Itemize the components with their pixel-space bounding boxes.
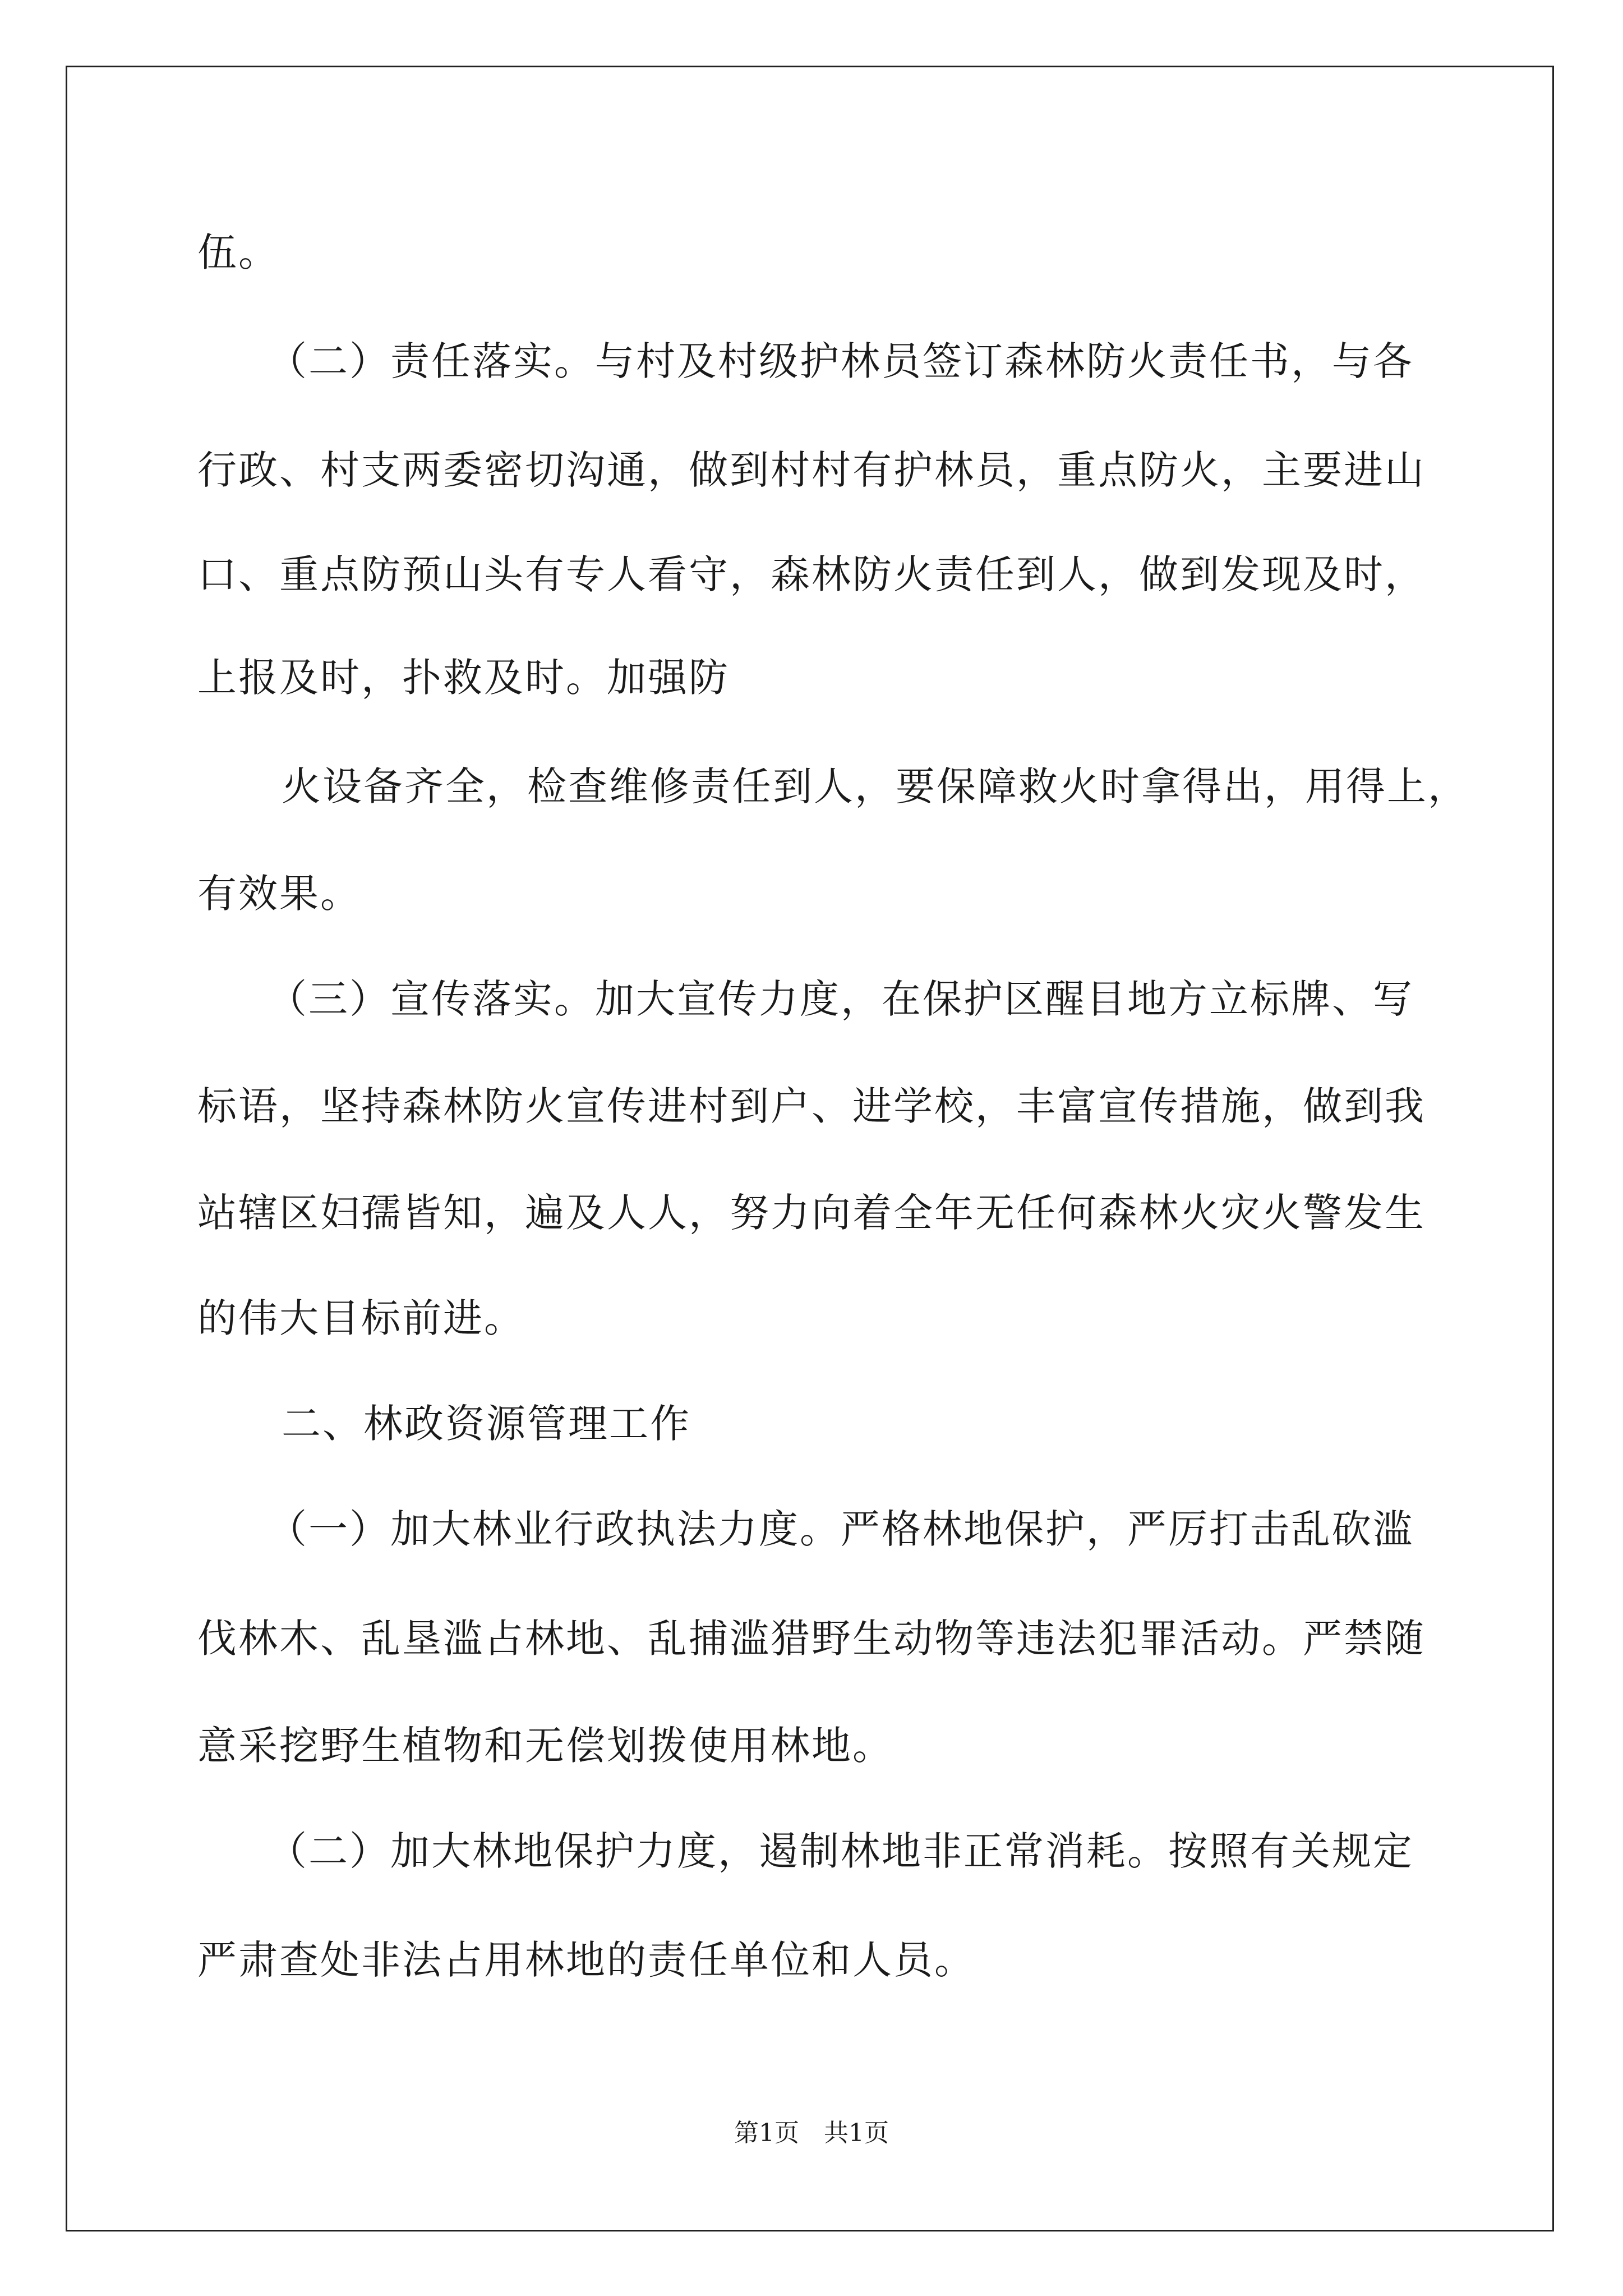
text-line: 行政、村支两委密切沟通，做到村村有护林员，重点防火，主要进山 bbox=[197, 447, 1426, 493]
text-line: 有效果。 bbox=[197, 871, 361, 917]
text-line: 伐林木、乱垦滥占林地、乱捕滥猎野生动物等违法犯罪活动。严禁随 bbox=[197, 1616, 1426, 1662]
text-line: 伍。 bbox=[197, 229, 279, 275]
section-heading: 二、林政资源管理工作 bbox=[282, 1401, 691, 1447]
page-footer: 第1页 共1页 bbox=[734, 2119, 889, 2147]
text-line: 的伟大目标前进。 bbox=[197, 1295, 525, 1341]
text-line: 火设备齐全，检查维修责任到人，要保障救火时拿得出，用得上， bbox=[282, 763, 1469, 809]
text-line: 口、重点防预山头有专人看守，森林防火责任到人，做到发现及时， bbox=[197, 551, 1426, 597]
text-line: （一）加大林业行政执法力度。严格林地保护，严厉打击乱砍滥 bbox=[268, 1506, 1414, 1552]
text-line: 标语，坚持森林防火宣传进村到户、进学校，丰富宣传措施，做到我 bbox=[197, 1083, 1426, 1129]
text-line: （三）宣传落实。加大宣传力度，在保护区醒目地方立标牌、写 bbox=[268, 976, 1414, 1022]
text-line: 上报及时，扑救及时。加强防 bbox=[197, 655, 730, 701]
text-line: 严肃查处非法占用林地的责任单位和人员。 bbox=[197, 1937, 975, 1983]
page-border bbox=[66, 66, 1554, 2231]
text-line: （二）责任落实。与村及村级护林员签订森林防火责任书，与各 bbox=[268, 338, 1414, 384]
text-line: 站辖区妇孺皆知，遍及人人，努力向着全年无任何森林火灾火警发生 bbox=[197, 1190, 1426, 1236]
text-line: 意采挖野生植物和无偿划拨使用林地。 bbox=[197, 1723, 893, 1769]
text-line: （二）加大林地保护力度，遏制林地非正常消耗。按照有关规定 bbox=[268, 1828, 1414, 1874]
